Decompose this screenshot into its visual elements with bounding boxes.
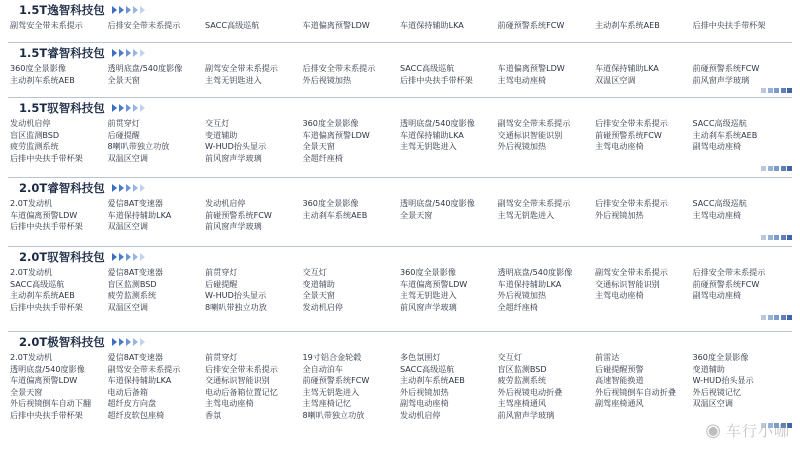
feature-item: 主动刹车系统AEB: [302, 209, 368, 220]
feature-item: [595, 302, 693, 314]
package-header: [8, 178, 792, 198]
feature-item: 后排安全带未系提示: [692, 267, 766, 277]
feature-item: 车道保持辅助LKA: [595, 63, 659, 73]
package-header: [8, 332, 792, 352]
feature-item: SACC高级巡航: [400, 63, 455, 73]
feature-item: 疲劳监测系统: [107, 290, 157, 300]
feature-item: 前风窗声学玻璃: [497, 409, 555, 420]
feature-item: W-HUD抬头显示: [205, 141, 267, 151]
feature-item: 车道偏离预警LDW: [10, 209, 78, 220]
feature-item: 外后视镜电动折叠: [497, 386, 563, 397]
feature-item: 后排中央扶手带杯架: [692, 20, 766, 30]
feature-item: 8喇叭带独立功放: [205, 301, 267, 312]
feature-grid: [10, 352, 792, 421]
feature-item: W-HUD抬头显示: [205, 290, 267, 300]
chevrons-icon: [112, 253, 145, 261]
feature-item: SACC高级巡航: [692, 118, 747, 128]
feature-item: 发动机启停: [400, 409, 441, 420]
feature-grid: [10, 20, 792, 32]
feature-item: 透明底盘/540度影像: [497, 267, 573, 277]
feature-item: 副驾座椅通风: [595, 398, 644, 408]
feature-grid: [10, 198, 792, 233]
feature-item: 主驾无钥匙进入: [400, 141, 457, 151]
package-section: [8, 0, 792, 32]
feature-item: 透明底盘/540度影像: [107, 63, 183, 73]
feature-item: 8喇叭带独立功放: [107, 141, 170, 151]
feature-item: 全景天窗: [302, 141, 335, 151]
feature-item: 后排安全带未系提示: [595, 198, 668, 208]
feature-item: 后排中央扶手带杯架: [400, 74, 473, 85]
decorative-squares-icon: [761, 166, 792, 171]
package-section: [8, 97, 792, 173]
feature-item: 盲区监测BSD: [497, 363, 547, 374]
feature-item: 外后视镜倒车自动折叠: [595, 386, 676, 397]
watermark-text: 车行小咖: [725, 422, 790, 440]
feature-item: 外后视镜倒车自动下翻: [10, 398, 91, 408]
feature-item: 车道偏离预警LDW: [10, 375, 78, 385]
chevrons-icon: [112, 184, 145, 192]
feature-item: 主驾无钥匙进入: [400, 290, 457, 300]
feature-grid: [10, 267, 792, 313]
feature-item: 超纤皮软包座椅: [107, 409, 165, 420]
chevrons-icon: [112, 49, 145, 57]
feature-item: 变道辅助: [692, 363, 725, 374]
feature-item: 前碰预警系统FCW: [692, 63, 760, 73]
feature-item: 前贯穿灯: [107, 118, 140, 128]
feature-item: 双温区空调: [692, 398, 733, 408]
decorative-squares-icon: [761, 88, 792, 93]
feature-item: 后排安全带未系提示: [205, 363, 278, 374]
feature-item: 360度全景影像: [302, 118, 359, 128]
feature-item: [400, 153, 498, 165]
feature-item: 变道辅助: [205, 129, 238, 140]
feature-item: [303, 221, 401, 233]
package-title: 1.5T睿智科技包: [19, 46, 105, 60]
feature-item: [595, 221, 693, 233]
feature-item: 外后视镜加热: [497, 141, 547, 151]
feature-item: 副驾安全带未系提示: [10, 20, 83, 30]
feature-item: SACC高级巡航: [10, 278, 65, 289]
feature-item: SACC高级巡航: [400, 363, 455, 374]
feature-item: [693, 221, 791, 233]
package-title: 1.5T逸智科技包: [19, 3, 105, 17]
feature-item: 爱信8AT变速器: [107, 198, 163, 208]
feature-item: 后碰提醒: [205, 278, 238, 289]
feature-item: 爱信8AT变速器: [107, 267, 163, 277]
feature-item: 多色氛围灯: [400, 352, 441, 362]
feature-item: 主动刹车系统AEB: [692, 129, 758, 140]
feature-item: 前风窗声学玻璃: [400, 301, 457, 312]
feature-item: 后碰提醒: [107, 129, 140, 140]
feature-item: 双温区空调: [595, 74, 636, 85]
feature-item: 后排安全带未系提示: [107, 20, 181, 30]
feature-item: [693, 153, 791, 165]
feature-grid: [10, 63, 792, 86]
feature-item: 副驾安全带未系提示: [205, 63, 278, 73]
feature-item: 交通标识智能识别: [595, 278, 660, 289]
feature-item: 全自动泊车: [302, 363, 343, 374]
package-section: [8, 42, 792, 95]
feature-item: 前碰预警系统FCW: [595, 129, 662, 140]
feature-item: 副驾安全带未系提示: [497, 198, 571, 208]
feature-item: 全景天窗: [107, 74, 140, 85]
feature-item: [693, 302, 791, 314]
feature-item: 主动刹车系统AEB: [400, 375, 465, 385]
feature-item: 交互灯: [497, 352, 522, 362]
feature-item: 副驾电动座椅: [692, 290, 742, 300]
feature-item: 主驾电动座椅: [205, 398, 254, 408]
feature-item: [498, 221, 596, 233]
feature-item: 主驾无钥匙进入: [497, 209, 555, 220]
feature-item: 前风窗声学玻璃: [205, 221, 262, 231]
feature-item: 车道偏离预警LDW: [302, 129, 370, 140]
feature-item: 主动刹车系统AEB: [595, 20, 660, 30]
feature-item: 全景天窗: [400, 209, 433, 220]
feature-item: 副驾安全带未系提示: [107, 363, 181, 374]
decorative-squares-icon: [761, 315, 792, 320]
package-header: [8, 0, 792, 20]
feature-item: 360度全景影像: [692, 352, 749, 362]
feature-item: 香氛: [205, 409, 222, 420]
feature-item: 双温区空调: [107, 152, 148, 163]
feature-item: 双温区空调: [107, 301, 148, 312]
package-header: [8, 247, 792, 267]
package-section: [8, 177, 792, 242]
feature-item: 全超纤座椅: [302, 152, 343, 163]
feature-item: 车道保持辅助LKA: [400, 129, 464, 140]
feature-item: 外后视镜加热: [497, 290, 547, 300]
feature-item: 超纤皮方向盘: [107, 398, 157, 408]
feature-item: 疲劳监测系统: [497, 375, 547, 385]
feature-item: 外后视镜加热: [400, 386, 449, 397]
feature-grid: [10, 118, 792, 164]
feature-item: 透明底盘/540度影像: [10, 363, 85, 374]
feature-item: 发动机启停: [205, 198, 246, 208]
package-title: 2.0T极智科技包: [19, 335, 105, 349]
weibo-icon: ◉: [705, 420, 721, 441]
feature-item: 副驾安全带未系提示: [497, 118, 571, 128]
package-section: [8, 331, 792, 430]
feature-item: 前碰预警系统FCW: [205, 209, 272, 220]
package-title: 2.0T睿智科技包: [19, 181, 105, 195]
chevrons-icon: [112, 104, 145, 112]
feature-item: 车道保持辅助LKA: [107, 375, 172, 385]
feature-item: 19寸铝合金轮毂: [302, 352, 362, 362]
feature-item: 外后视镜记忆: [692, 386, 742, 397]
feature-item: 主驾座椅通风: [497, 398, 547, 408]
feature-item: [400, 221, 498, 233]
package-header: [8, 43, 792, 63]
feature-item: 爱信8AT变速器: [107, 352, 163, 362]
decorative-squares-icon: [761, 235, 792, 240]
feature-item: 交互灯: [205, 118, 230, 128]
feature-item: 前碰预警系统FCW: [302, 375, 370, 385]
feature-item: 后排中央扶手带杯架: [10, 301, 83, 312]
feature-item: 透明底盘/540度影像: [400, 118, 475, 128]
feature-item: 前碰预警系统FCW: [497, 20, 565, 30]
feature-item: 后排中央扶手带杯架: [10, 152, 83, 163]
package-title: 1.5T驭智科技包: [19, 101, 105, 115]
feature-item: 后排中央扶手带杯架: [10, 221, 83, 231]
feature-item: 盲区监测BSD: [10, 129, 60, 140]
feature-item: 副驾安全带未系提示: [595, 267, 668, 277]
feature-item: 主驾电动座椅: [692, 209, 742, 220]
feature-item: 主驾电动座椅: [595, 141, 644, 151]
feature-item: 电动后备箱位置记忆: [205, 386, 278, 397]
watermark: [705, 420, 790, 441]
feature-item: 盲区监测BSD: [107, 278, 157, 289]
feature-item: SACC高级巡航: [205, 20, 260, 30]
feature-item: [498, 153, 596, 165]
feature-item: [595, 153, 693, 165]
feature-item: 全景天窗: [302, 290, 335, 300]
feature-item: W-HUD抬头显示: [692, 375, 754, 385]
feature-item: 主驾座椅记忆: [302, 398, 352, 408]
feature-item: 前贯穿灯: [205, 352, 238, 362]
feature-item: 车道偏离预警LDW: [400, 278, 468, 289]
feature-item: 主驾无钥匙进入: [205, 74, 262, 85]
feature-item: 后排安全带未系提示: [302, 63, 376, 73]
feature-item: 主动刹车系统AEB: [10, 290, 75, 300]
feature-item: 变道辅助: [302, 278, 335, 289]
feature-item: 疲劳监测系统: [10, 141, 59, 151]
feature-item: 主驾电动座椅: [595, 290, 644, 300]
feature-item: 全超纤座椅: [497, 301, 538, 312]
package-title: 2.0T驭智科技包: [19, 250, 105, 264]
feature-item: 交互灯: [302, 267, 327, 277]
feature-item: 主动刹车系统AEB: [10, 74, 75, 85]
feature-item: 360度全景影像: [302, 198, 359, 208]
feature-item: 外后视镜加热: [595, 209, 644, 220]
feature-item: 后碰提醒预警: [595, 363, 644, 374]
feature-item: 高速智能换道: [595, 375, 644, 385]
feature-item: 全景天窗: [10, 386, 43, 397]
feature-item: 透明底盘/540度影像: [400, 198, 475, 208]
feature-item: 前碰预警系统FCW: [692, 278, 760, 289]
feature-item: 车道偏离预警LDW: [302, 20, 370, 30]
feature-item: 360度全景影像: [10, 63, 66, 73]
feature-item: 2.0T发动机: [10, 352, 53, 362]
feature-item: 外后视镜加热: [302, 74, 352, 85]
chevrons-icon: [112, 6, 145, 14]
feature-item: 交通标识智能识别: [205, 375, 270, 385]
feature-item: 车道保持辅助LKA: [497, 278, 562, 289]
feature-item: 主驾电动座椅: [497, 74, 547, 85]
feature-item: 双温区空调: [107, 221, 148, 231]
feature-item: [595, 410, 693, 422]
package-header: [8, 98, 792, 118]
package-section: [8, 246, 792, 322]
feature-item: 发动机启停: [302, 301, 343, 312]
feature-item: 2.0T发动机: [10, 198, 53, 208]
feature-item: 主驾无钥匙进入: [302, 386, 360, 397]
feature-item: 交通标识智能识别: [497, 129, 563, 140]
feature-item: 发动机启停: [10, 118, 51, 128]
feature-item: 前风窗声学玻璃: [205, 152, 262, 163]
feature-item: 前雷达: [595, 352, 620, 362]
feature-item: 后排安全带未系提示: [595, 118, 668, 128]
feature-item: SACC高级巡航: [692, 198, 747, 208]
feature-item: 前风窗声学玻璃: [692, 74, 750, 85]
feature-item: 副驾电动座椅: [692, 141, 742, 151]
feature-item: 后排中央扶手带杯架: [10, 409, 83, 420]
feature-item: 电动后备箱: [107, 386, 148, 397]
feature-item: 车道保持辅助LKA: [400, 20, 464, 30]
chevrons-icon: [112, 338, 145, 346]
feature-item: 副驾电动座椅: [400, 398, 449, 408]
feature-item: 360度全景影像: [400, 267, 456, 277]
feature-item: 前贯穿灯: [205, 267, 238, 277]
feature-item: 车道偏离预警LDW: [497, 63, 565, 73]
feature-item: 8喇叭带独立功放: [302, 409, 365, 420]
feature-item: 2.0T发动机: [10, 267, 53, 277]
feature-item: 车道保持辅助LKA: [107, 209, 172, 220]
